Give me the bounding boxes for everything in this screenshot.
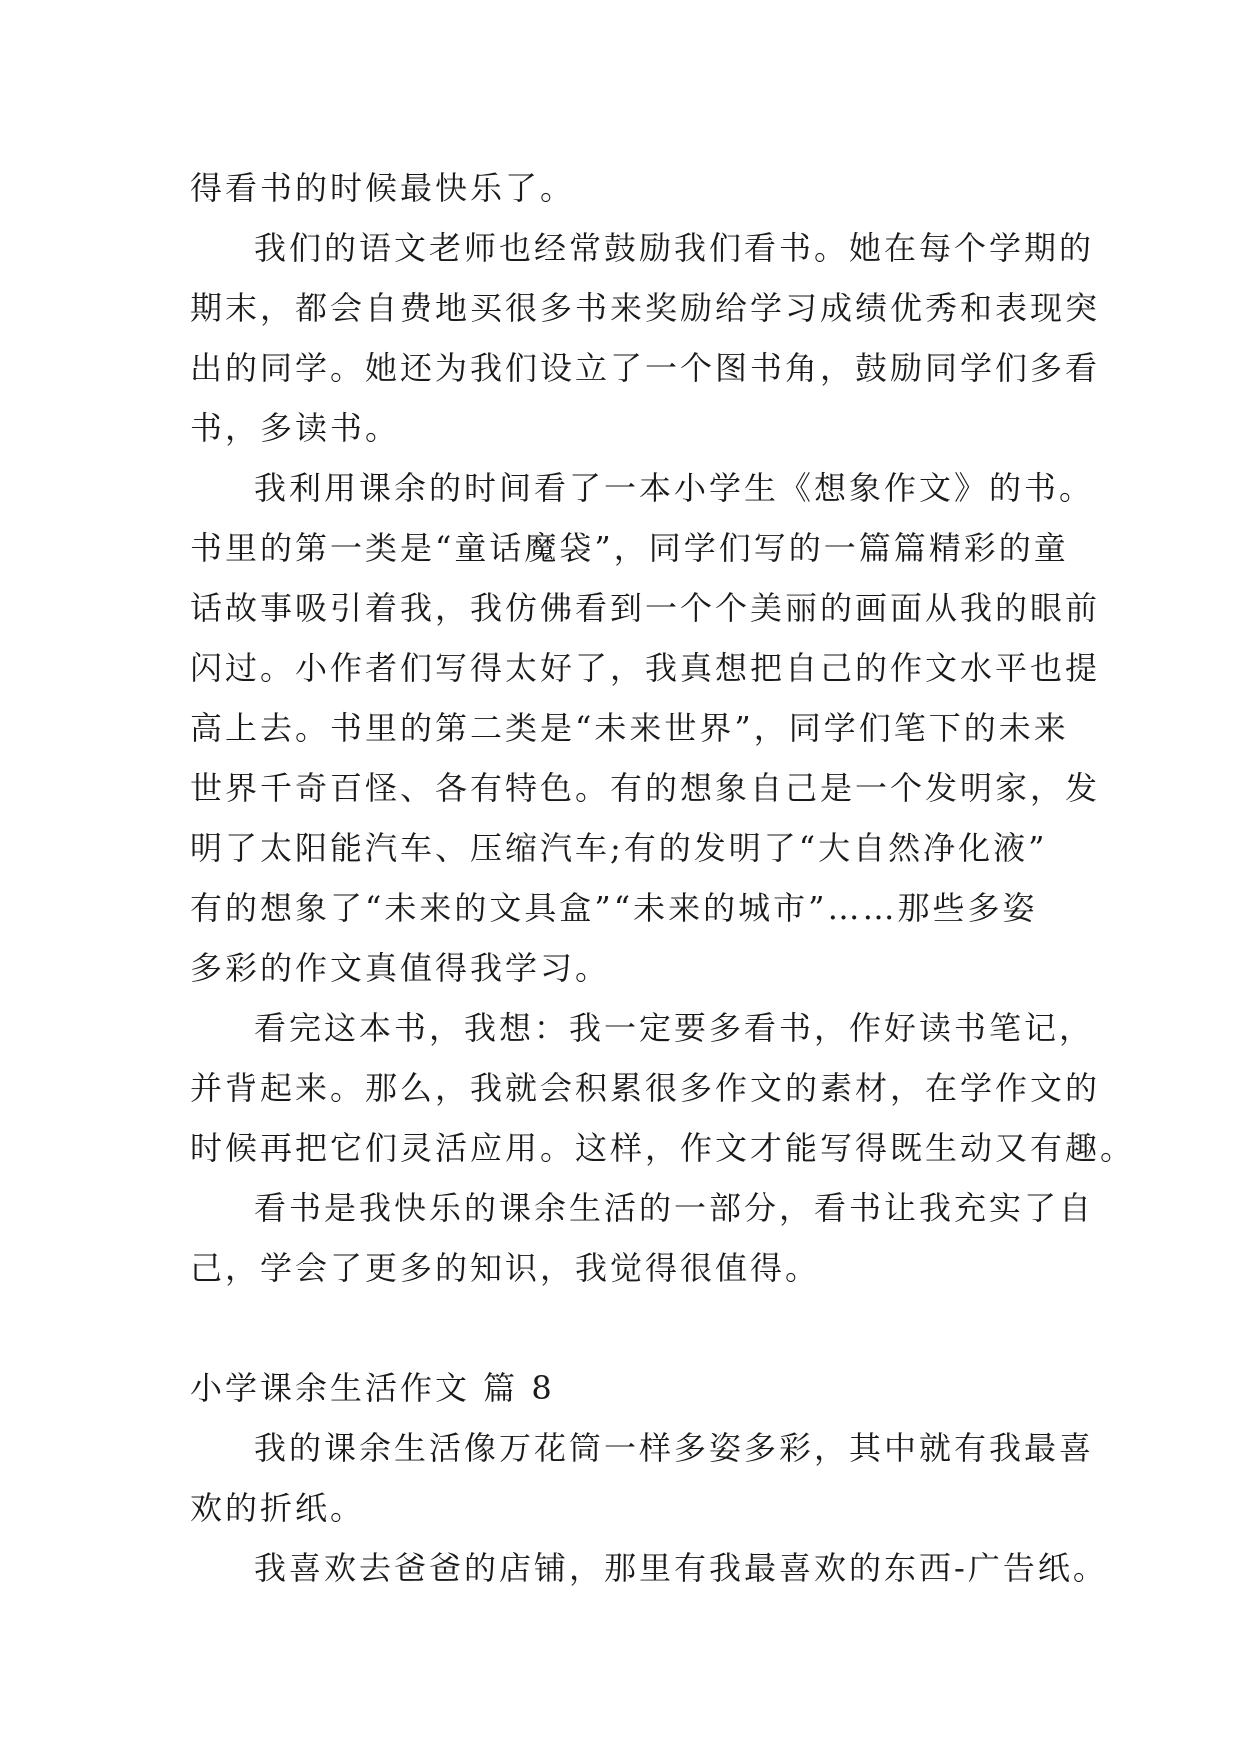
text-line: 闪过。小作者们写得太好了，我真想把自己的作文水平也提 <box>190 649 1101 687</box>
paragraph-start: 我喜欢去爸爸的店铺，那里有我最喜欢的东西-广告纸。 <box>254 1549 1108 1587</box>
essay-text <box>190 158 1136 1598</box>
text-line: 己，学会了更多的知识，我觉得很值得。 <box>190 1249 821 1287</box>
paragraph-start: 看书是我快乐的课余生活的一部分，看书让我充实了自 <box>254 1189 1095 1227</box>
section-heading: 小学课余生活作文 篇 8 <box>190 1369 555 1407</box>
text-line: 书，多读书。 <box>190 409 401 447</box>
text-line: 期末，都会自费地买很多书来奖励给学习成绩优秀和表现突 <box>190 289 1101 327</box>
text-line: 时候再把它们灵活应用。这样，作文才能写得既生动又有趣。 <box>190 1129 1136 1167</box>
text-line: 得看书的时候最快乐了。 <box>190 169 576 207</box>
text-line: 明了太阳能汽车、压缩汽车;有的发明了“大自然净化液” <box>190 829 1048 867</box>
text-line: 书里的第一类是“童话魔袋”，同学们写的一篇篇精彩的童 <box>190 529 1069 567</box>
text-line: 欢的折纸。 <box>190 1489 366 1527</box>
paragraph-start: 我的课余生活像万花筒一样多姿多彩，其中就有我最喜 <box>254 1429 1095 1467</box>
paragraph-start: 看完这本书，我想：我一定要多看书，作好读书笔记， <box>254 1009 1095 1047</box>
section-gap <box>190 1298 1070 1358</box>
text-line: 出的同学。她还为我们设立了一个图书角，鼓励同学们多看 <box>190 349 1101 387</box>
text-line: 多彩的作文真值得我学习。 <box>190 949 611 987</box>
text-line: 话故事吸引着我，我仿佛看到一个个美丽的画面从我的眼前 <box>190 589 1101 627</box>
text-line: 世界千奇百怪、各有特色。有的想象自己是一个发明家，发 <box>190 769 1101 807</box>
text-line: 并背起来。那么，我就会积累很多作文的素材，在学作文的 <box>190 1069 1101 1107</box>
paragraph-start: 我们的语文老师也经常鼓励我们看书。她在每个学期的 <box>254 229 1095 267</box>
text-line: 高上去。书里的第二类是“未来世界”，同学们笔下的未来 <box>190 709 1069 747</box>
paragraph-start: 我利用课余的时间看了一本小学生《想象作文》的书。 <box>254 469 1095 507</box>
text-line: 有的想象了“未来的文具盒”“未来的城市”……那些多姿 <box>190 889 1038 927</box>
